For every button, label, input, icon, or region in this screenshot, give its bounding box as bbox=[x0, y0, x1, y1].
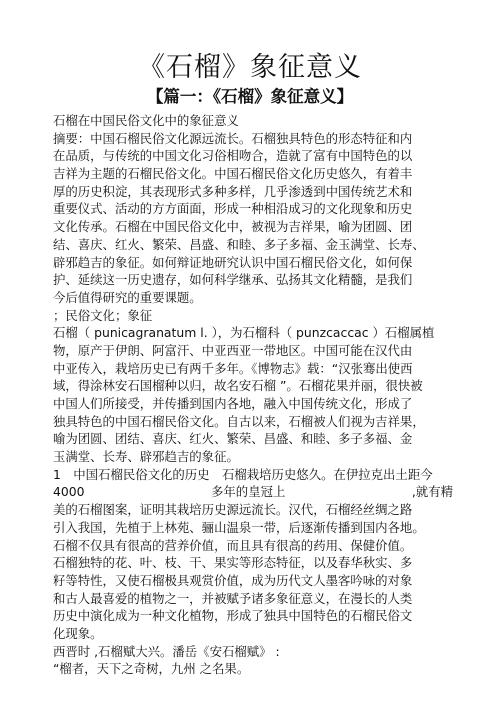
text-line: 在品质，与传统的中国文化习俗相吻合，造就了富有中国特色的以 bbox=[53, 148, 413, 164]
text-line: 辟邪趋吉的象征。如何辩证地研究认识中国石榴民俗文化，如何保 bbox=[53, 254, 413, 270]
section-heading: 【篇一：《石榴》象征意义】 bbox=[146, 87, 354, 106]
text-line: 石榴独特的花、叶、枝、干、果实等形态特征，以及春华秋实、多 bbox=[53, 555, 413, 571]
text-line: 西晋时 ,石榴赋大兴。潘岳《安石榴赋》 : bbox=[53, 643, 280, 659]
text-line: 籽等特性，又使石榴极具观赏价值，成为历代文人墨客吟咏的对象 bbox=[53, 572, 413, 588]
text-line: 今后值得研究的重要课题。 bbox=[53, 289, 202, 305]
text-line: 玉满堂、长寿、辟邪趋吉的象征。 bbox=[53, 449, 239, 465]
text-line: 厚的历史积淀，其表现形式多种多样，几乎渗透到中国传统艺术和 bbox=[53, 183, 413, 199]
text-line: 引入我国，先植于上林苑、骊山温泉一带，后逐渐传播到国内各地。 bbox=[53, 519, 425, 535]
text-line: 化现象。 bbox=[53, 625, 103, 641]
text-line: 历史中演化成为一种文化植物，形成了独具中国特色的石榴民俗文 bbox=[53, 608, 413, 624]
text-line: 中国人们所接受，并传播到国内各地，融入中国传统文化，形成了 bbox=[53, 396, 413, 411]
text-fragment-right: ,就有精 bbox=[411, 484, 453, 500]
text-line: 摘要：中国石榴民俗文化源远流长。石榴独具特色的形态特征和内 bbox=[53, 130, 413, 146]
text-line: 中亚传入，栽培历史已有两千多年。《博物志》载：“汉张骞出使西 bbox=[53, 360, 413, 376]
text-line: 文化传承。石榴在中国民俗文化中，被视为吉祥果，喻为团圆、团 bbox=[53, 219, 413, 235]
text-line: 独具特色的中国石榴民俗文化。自古以来，石榴被人们视为吉祥果， bbox=[53, 413, 425, 429]
text-line: 1 中国石榴民俗文化的历史 石榴栽培历史悠久。在伊拉克出土距今 bbox=[53, 466, 433, 482]
text-line: 吉祥为主题的石榴民俗文化。中国石榴民俗文化历史悠久，有着丰 bbox=[53, 166, 413, 182]
text-line: 喻为团圆、团结、喜庆、红火、繁荣、昌盛、和睦、多子多福、金 bbox=[53, 431, 413, 447]
document-body bbox=[53, 112, 453, 678]
text-line: ；民俗文化；象征 bbox=[53, 307, 153, 323]
text-line-split bbox=[53, 483, 453, 501]
text-line: 结、喜庆、红火、繁荣、昌盛、和睦、多子多福、金玉满堂、长寿、 bbox=[53, 236, 425, 252]
text-fragment-middle: 多年的皇冠上 bbox=[211, 484, 286, 500]
text-line: 石榴不仅具有很高的营养价值，而且具有很高的药用、保健价值。 bbox=[53, 537, 413, 553]
text-line: 石榴在中国民俗文化中的象征意义 bbox=[53, 113, 239, 128]
text-fragment-left: 4000 bbox=[53, 484, 85, 500]
text-line: 物，原产于伊朗、阿富汗、中亚西亚一带地区。中国可能在汉代由 bbox=[53, 342, 413, 358]
text-line: 护、延续这一历史遗存，如何科学继承、弘扬其文化精髓，是我们 bbox=[53, 272, 413, 288]
text-line: “榴者，天下之奇树，九州 之名果。 bbox=[53, 661, 250, 677]
text-line: 域，得涂林安石国榴种以归，故名安石榴 ”。石榴花果并丽，很快被 bbox=[53, 378, 423, 394]
text-line: 石榴（ punicagranatum l. ），为石榴科（ punzcaccac ）石榴属植 bbox=[53, 325, 435, 341]
text-line: 美的石榴图案，证明其栽培历史源远流长。汉代，石榴经丝绸之路 bbox=[53, 502, 413, 518]
text-line: 和古人最喜爱的植物之一，并被赋予诸多象征意义，在漫长的人类 bbox=[53, 590, 413, 606]
document-title: 《石榴》象征意义 bbox=[138, 52, 362, 83]
text-line: 重要仪式、活动的方方面面，形成一种相沿成习的文化现象和历史 bbox=[53, 201, 413, 217]
